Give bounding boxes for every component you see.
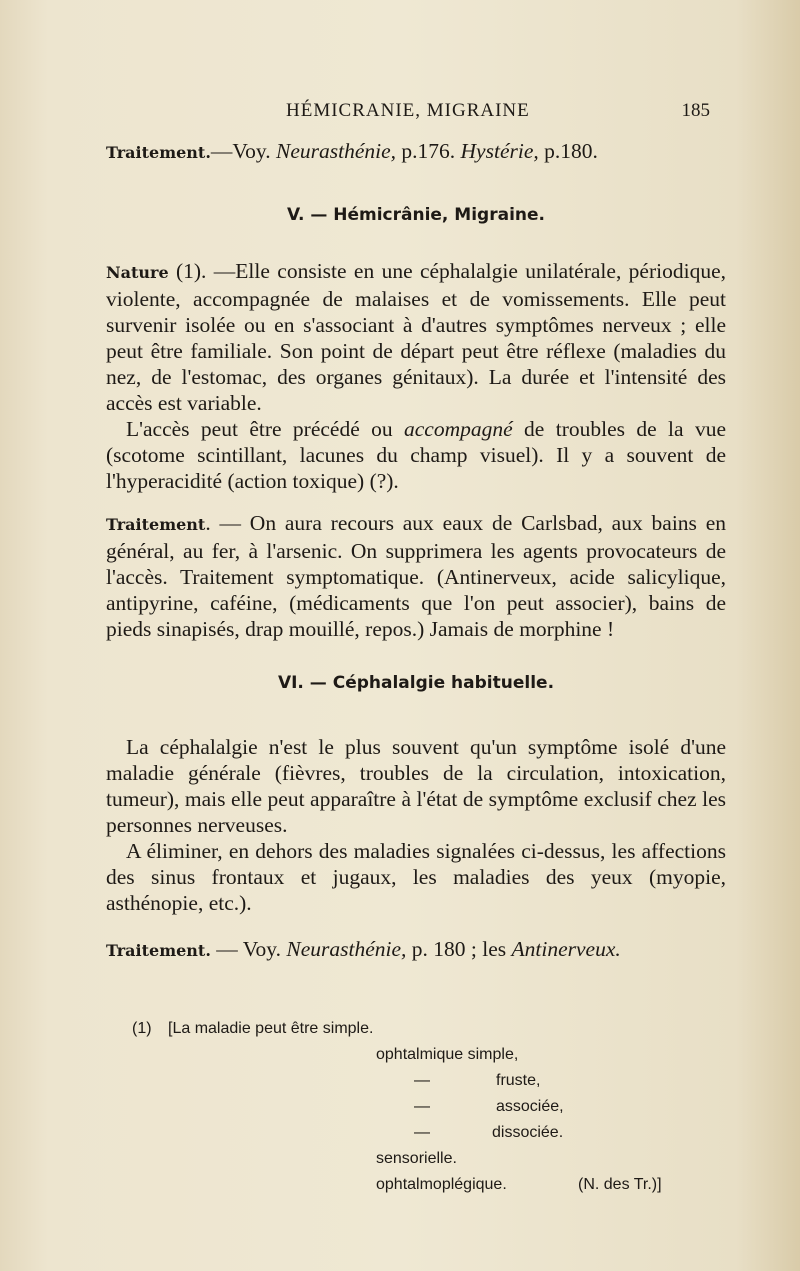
treatment-v-paragraph [106,510,726,642]
nature-lead: Nature [106,263,169,282]
access-italic: accompagné [404,417,513,441]
nature-text: (1). —Elle consiste en une céphalalgie unilatérale, périodique, violente, accompagnée de malaises et de vomissements. Elle peut survenir isolée ou en s'associant à d'autres symptômes nerveux ; elle peut être familiale. Son point de départ peut être réflexe (maladies du nez, de l'estomac, des organes génitaux). La durée et l'intensité des accès est variable. [106,259,726,415]
footnote-row-1 [132,1016,722,1042]
intro-ref-neurasthenie: Neurasthénie, [276,139,397,163]
footnote-translator-note: (N. des Tr.)] [578,1176,662,1193]
footnote-row-3 [132,1068,722,1094]
intro-ref-hysterie: Hystérie, [460,139,539,163]
nature-paragraph [106,258,726,416]
footnote-line-6: sensorielle. [376,1150,457,1167]
footnote-row-5 [132,1120,722,1146]
treatment-vi-ref-antinerveux: Antinerveux. [511,937,621,961]
intro-text-1: —Voy. [210,139,276,163]
footnote-line-1: [La maladie peut être simple. [168,1020,374,1037]
footnote [132,1016,722,1198]
footnote-line-5: dissociée. [492,1124,564,1141]
treatment-vi-text-2: p. 180 ; les [406,937,512,961]
footnote-line-3: fruste, [496,1072,541,1089]
footnote-row-7 [132,1172,722,1198]
intro-text-2: p.176. [396,139,461,163]
access-text-1: L'accès peut être précédé ou [126,417,405,441]
page-number: 185 [681,100,710,121]
footnote-line-4: associée, [496,1098,564,1115]
eliminer-paragraph: A éliminer, en dehors des maladies signalées ci-dessus, les affections des sinus frontaux et jugaux, les maladies des yeux (myopie, asthénopie, etc.). [106,839,726,915]
treatment-vi-ref-neurasthenie: Neurasthénie, [286,937,407,961]
section-v-heading: V. — Hémicrânie, Migraine. [286,205,545,225]
footnote-row-4 [132,1094,722,1120]
footnote-row-6 [132,1146,722,1172]
footnote-dash-5: — [414,1124,430,1141]
access-text-2: de troubles de la vue (scotome scintillant, lacunes du champ visuel). Il y a souvent de l'hyperacidité (action toxique) (?). [106,417,726,493]
treatment-v-text: . — On aura recours aux eaux de Carlsbad, aux bains en général, au fer, à l'arsenic. On supprimera les agents provocateurs de l'accès. Traitement symptomatique. (Antinerveux, acide salicylique, antipyrine, caféine, (médicaments que l'on peut associer), bains de pieds sinapisés, drap mouillé, repos.) Jamais de morphine ! [106,511,726,641]
page-header [0,100,800,126]
footnote-marker: (1) [132,1020,152,1037]
footnote-line-7: ophtalmoplégique. [376,1176,507,1193]
treatment-vi-text-1: — Voy. [210,937,287,961]
running-title: HÉMICRANIE, MIGRAINE [286,100,530,121]
treatment-vi-paragraph [106,936,726,964]
cephalalgie-paragraph: La céphalalgie n'est le plus souvent qu'un symptôme isolé d'une maladie générale (fièvres, troubles de la circulation, intoxication, tumeur), mais elle peut apparaître à l'état de symptôme exclusif chez les personnes nerveuses. [106,735,726,837]
footnote-line-2: ophtalmique simple, [376,1046,519,1063]
footnote-dash-3: — [414,1072,430,1089]
main-text [106,138,726,964]
intro-text-3: p.180. [538,139,598,163]
treatment-vi-lead: Traitement. [106,941,211,960]
intro-paragraph [106,138,726,166]
footnote-dash-4: — [414,1098,430,1115]
access-paragraph [106,416,726,494]
treatment-v-lead: Traitement [106,515,206,534]
section-vi-heading: VI. — Céphalalgie habituelle. [277,673,555,693]
intro-lead: Traitement. [106,143,211,162]
footnote-row-2 [132,1042,722,1068]
